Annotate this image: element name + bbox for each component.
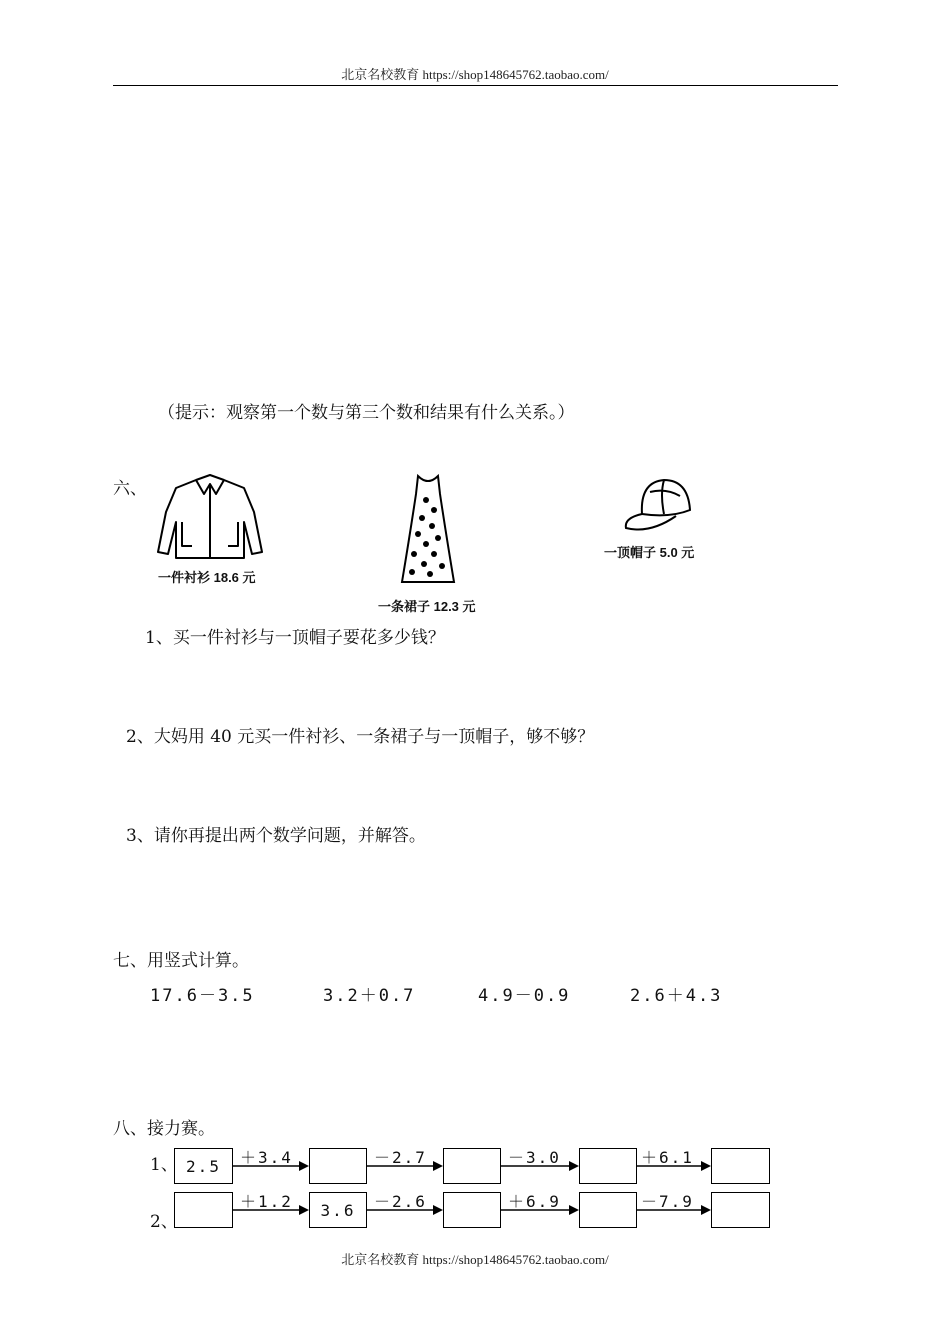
page-header: 北京名校教育 https://shop148645762.taobao.com/ <box>341 67 609 82</box>
relay-row-1-label: 1、 <box>150 1155 178 1175</box>
relay-1-box-5[interactable] <box>711 1148 770 1184</box>
section-7-label: 七、用竖式计算。 <box>113 951 249 971</box>
relay-2-op-1: ＋1.2 <box>240 1192 293 1211</box>
question-1: 1、买一件衬衫与一顶帽子要花多少钱？ <box>145 628 445 648</box>
skirt-icon <box>400 474 456 586</box>
relay-1-arrow-1 <box>233 1160 309 1172</box>
section-8-label: 八、接力赛。 <box>113 1119 215 1139</box>
relay-2-box-5[interactable] <box>711 1192 770 1228</box>
shirt-icon <box>158 472 263 564</box>
shirt-caption: 一件衬衫 18.6 元 <box>158 570 256 585</box>
relay-2-op-4: －7.9 <box>641 1192 694 1211</box>
skirt-caption: 一条裙子 12.3 元 <box>378 599 476 614</box>
relay-1-arrow-3 <box>501 1160 579 1172</box>
relay-2-box-4[interactable] <box>579 1192 637 1228</box>
relay-2-arrow-2 <box>367 1204 443 1216</box>
relay-1-op-1: ＋3.4 <box>240 1148 293 1167</box>
relay-1-box-2[interactable] <box>309 1148 367 1184</box>
relay-row-2-label: 2、 <box>150 1212 178 1232</box>
relay-1-op-4: ＋6.1 <box>641 1148 694 1167</box>
calc-problem-4: 2.6＋4.3 <box>630 986 723 1006</box>
relay-1-op-3: －3.0 <box>508 1148 561 1167</box>
relay-1-arrow-2 <box>367 1160 443 1172</box>
cap-icon <box>620 474 695 536</box>
relay-2-op-2: －2.6 <box>374 1192 427 1211</box>
relay-1-box-3[interactable] <box>443 1148 501 1184</box>
relay-2-op-3: ＋6.9 <box>508 1192 561 1211</box>
relay-2-arrow-4 <box>637 1204 711 1216</box>
header-rule <box>113 85 838 86</box>
relay-2-box-2[interactable]: 3.6 <box>309 1192 367 1228</box>
relay-2-arrow-1 <box>233 1204 309 1216</box>
calc-problem-2: 3.2＋0.7 <box>323 986 416 1006</box>
relay-2-arrow-3 <box>501 1204 579 1216</box>
relay-1-box-1[interactable]: 2.5 <box>174 1148 233 1184</box>
calc-problem-1: 17.6－3.5 <box>150 986 255 1006</box>
relay-1-box-4[interactable] <box>579 1148 637 1184</box>
relay-2-box-3[interactable] <box>443 1192 501 1228</box>
section-6-label: 六、 <box>113 479 147 499</box>
hint-text: （提示：观察第一个数与第三个数和结果有什么关系。） <box>158 403 575 423</box>
page-footer: 北京名校教育 https://shop148645762.taobao.com/ <box>341 1252 609 1267</box>
question-3: 3、请你再提出两个数学问题，并解答。 <box>126 826 426 846</box>
relay-1-arrow-4 <box>637 1160 711 1172</box>
relay-1-op-2: －2.7 <box>374 1148 427 1167</box>
question-2: 2、大妈用 40 元买一件衬衫、一条裙子与一顶帽子，够不够？ <box>126 727 595 747</box>
calc-problem-3: 4.9－0.9 <box>478 986 571 1006</box>
relay-2-box-1[interactable] <box>174 1192 233 1228</box>
cap-caption: 一顶帽子 5.0 元 <box>604 545 695 560</box>
